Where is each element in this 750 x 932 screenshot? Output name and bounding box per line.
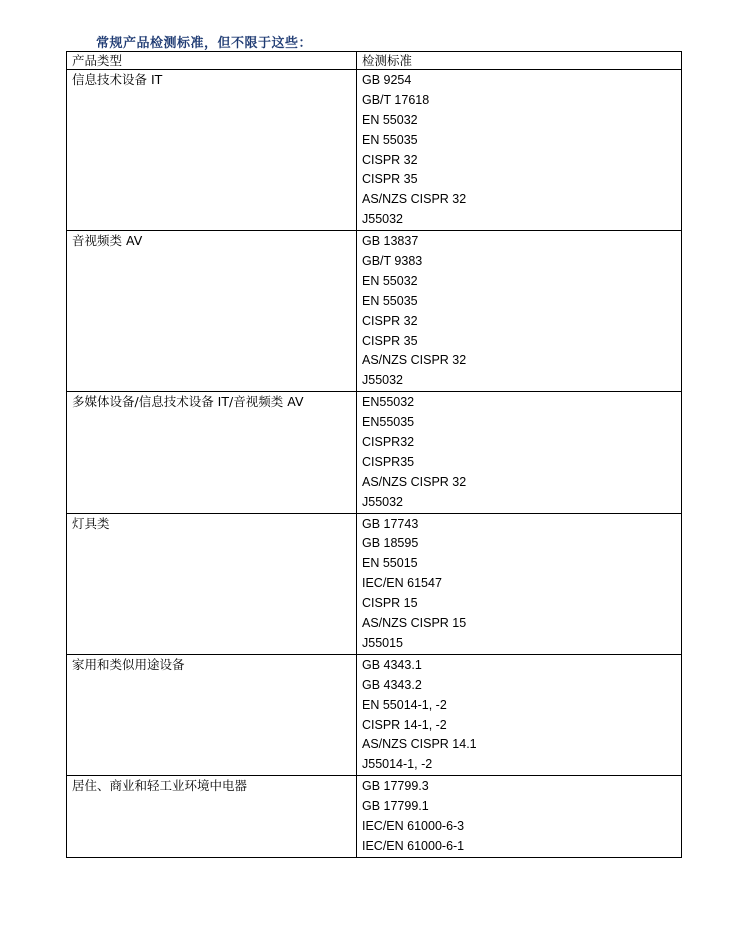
standard-item: CISPR32 (362, 435, 415, 450)
standard-item: AS/NZS CISPR 15 (362, 616, 467, 631)
standard-item: EN55032 (362, 395, 415, 410)
standard-item: EN 55032 (362, 273, 418, 288)
standard-item: GB 4343.2 (362, 677, 422, 692)
standard-item: GB 4343.1 (362, 657, 422, 672)
product-type-cell: 信息技术设备 IT (72, 72, 163, 87)
standard-item: J55032 (362, 373, 404, 388)
standard-item: EN55035 (362, 415, 415, 430)
standard-item: CISPR 15 (362, 596, 418, 611)
standard-item: AS/NZS CISPR 32 (362, 353, 467, 368)
standards-list (357, 655, 681, 775)
standard-item: IEC/EN 61000-6-1 (362, 838, 465, 853)
standards-list (357, 392, 681, 512)
standard-item: EN 55035 (362, 293, 418, 308)
standard-item: J55015 (362, 635, 404, 650)
standard-item: GB 18595 (362, 536, 419, 551)
standard-item: CISPR 14-1, -2 (362, 717, 447, 732)
table-header-row (67, 52, 682, 70)
standard-item: CISPR 35 (362, 333, 418, 348)
standard-item: GB 13837 (362, 234, 419, 249)
standard-item: CISPR35 (362, 454, 415, 469)
standard-item: GB 17799.3 (362, 779, 429, 794)
table-row (67, 392, 682, 513)
standards-table (66, 51, 682, 858)
standard-item: J55032 (362, 494, 404, 509)
standard-item: GB/T 9383 (362, 254, 423, 269)
standard-item: AS/NZS CISPR 14.1 (362, 737, 477, 752)
standard-item: EN 55035 (362, 132, 418, 147)
table-row (67, 70, 682, 231)
standard-item: CISPR 32 (362, 313, 418, 328)
standard-item: EN 55032 (362, 112, 418, 127)
standards-list (357, 776, 681, 857)
product-type-cell: 灯具类 (72, 515, 110, 531)
product-type-cell: 多媒体设备/信息技术设备 IT/音视频类 AV (72, 394, 304, 410)
table-row (67, 654, 682, 775)
header-product-type: 产品类型 (72, 53, 123, 68)
table-row (67, 513, 682, 654)
standards-list (357, 70, 681, 230)
header-test-standard: 检测标准 (362, 53, 413, 68)
product-type-cell: 家用和类似用途设备 (72, 656, 185, 672)
product-type-cell: 居住、商业和轻工业环境中电器 (72, 778, 248, 794)
standard-item: GB 9254 (362, 73, 412, 87)
standard-item: AS/NZS CISPR 32 (362, 192, 467, 207)
standard-item: AS/NZS CISPR 32 (362, 474, 467, 489)
standard-item: EN 55014-1, -2 (362, 697, 447, 712)
product-type-cell: 音视频类 AV (72, 233, 143, 249)
standard-item: IEC/EN 61000-6-3 (362, 818, 465, 833)
table-body (67, 70, 682, 858)
page-title: 常规产品检测标准，但不限于这些： (96, 36, 313, 51)
standard-item: J55014-1, -2 (362, 757, 433, 772)
standard-item: CISPR 35 (362, 172, 418, 187)
standard-item: CISPR 32 (362, 152, 418, 167)
standard-item: GB/T 17618 (362, 92, 430, 107)
standard-item: GB 17799.1 (362, 799, 429, 814)
standard-item: IEC/EN 61547 (362, 576, 442, 591)
standards-list (357, 514, 681, 654)
standard-item: GB 17743 (362, 516, 419, 531)
standards-list (357, 231, 681, 391)
table-row (67, 231, 682, 392)
standard-item: J55032 (362, 212, 404, 227)
table-row (67, 776, 682, 858)
standard-item: EN 55015 (362, 556, 418, 571)
